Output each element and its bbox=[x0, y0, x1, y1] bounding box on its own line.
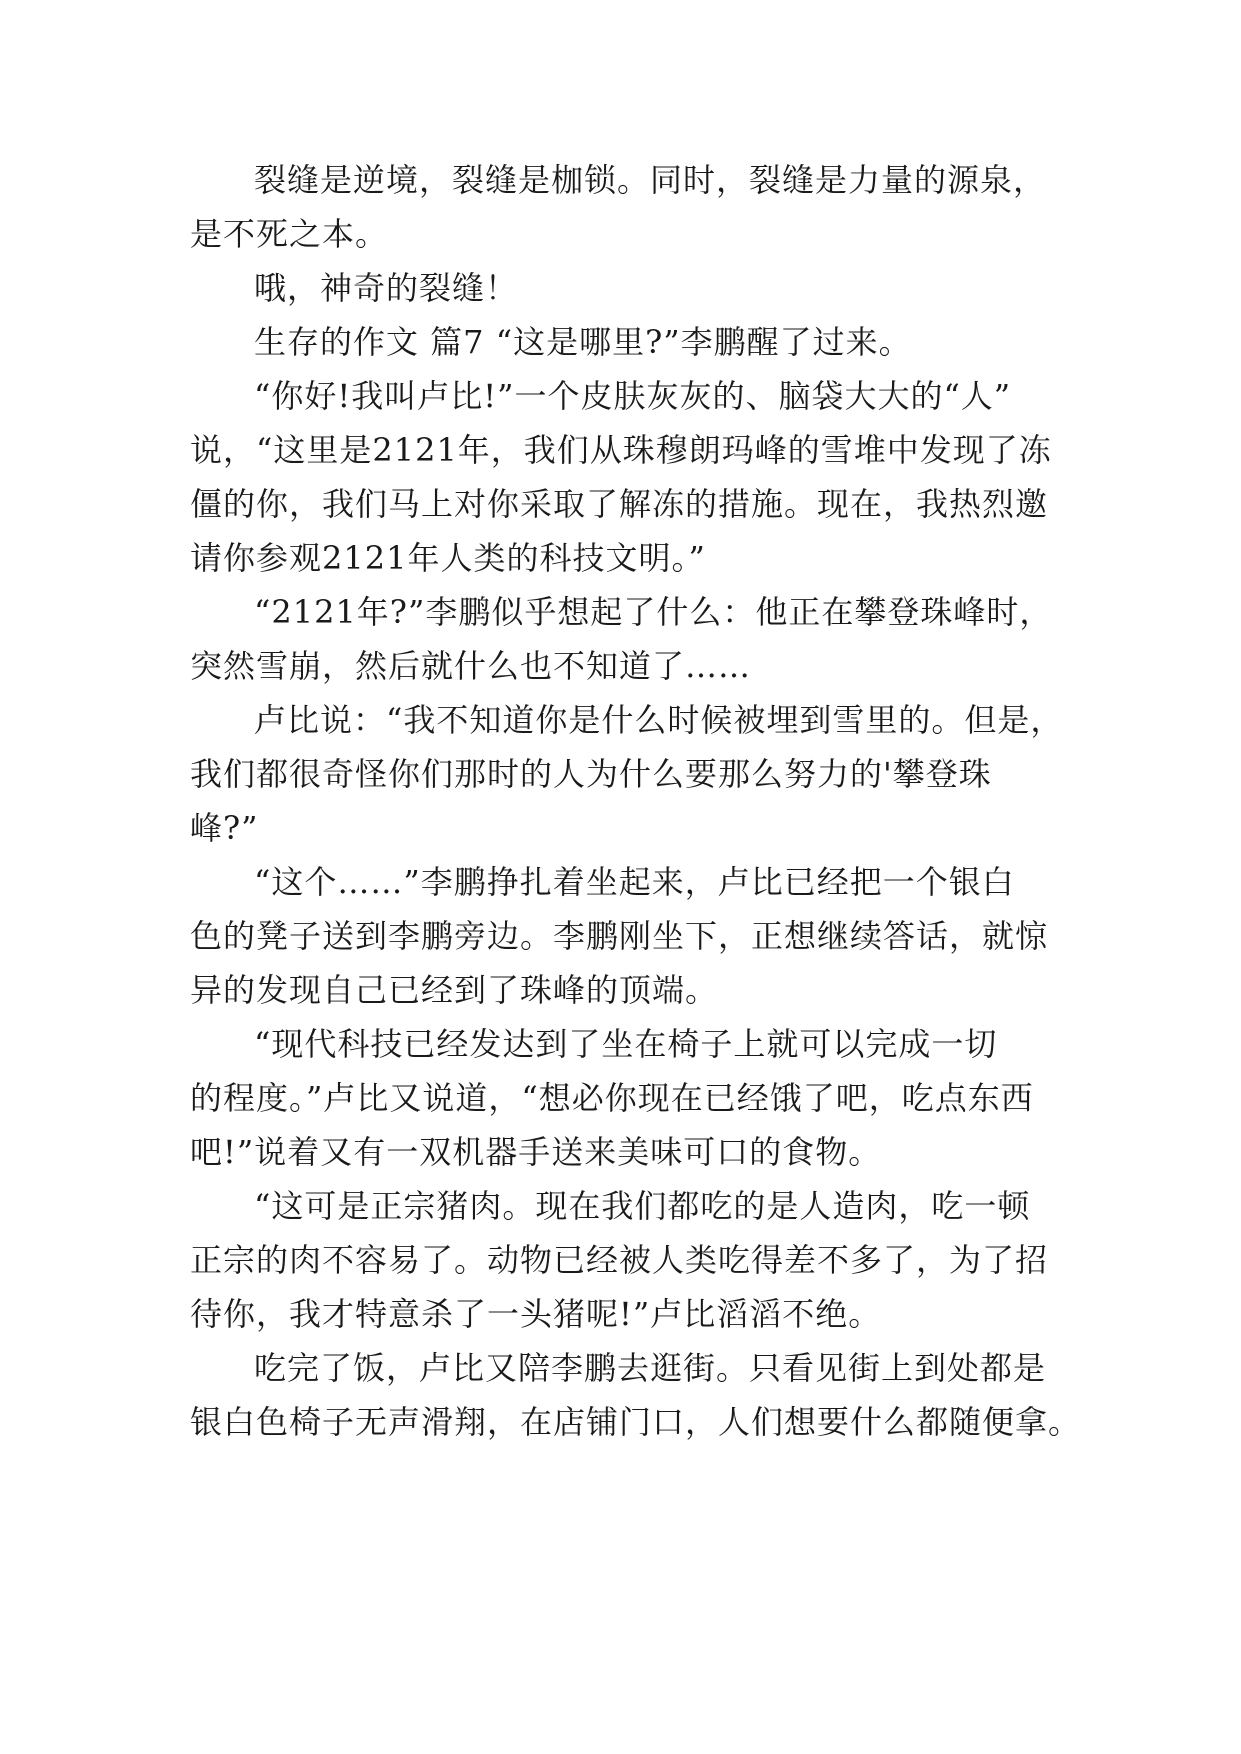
text-line: 异的发现自己已经到了珠峰的顶端。 bbox=[190, 971, 719, 1009]
text-line: 僵的你，我们马上对你采取了解冻的措施。现在，我热烈邀 bbox=[190, 485, 1049, 523]
text-line: 色的凳子送到李鹏旁边。李鹏刚坐下，正想继续答话，就惊 bbox=[190, 917, 1049, 955]
text-line: 突然雪崩，然后就什么也不知道了…… bbox=[190, 647, 752, 685]
text-line: 银白色椅子无声滑翔，在店铺门口，人们想要什么都随便拿。 bbox=[190, 1403, 1082, 1441]
text-line: 待你，我才特意杀了一头猪呢!”卢比滔滔不绝。 bbox=[190, 1295, 882, 1333]
text-line: 我们都很奇怪你们那时的人为什么要那么努力的'攀登珠 bbox=[190, 755, 992, 793]
text-line: 正宗的肉不容易了。动物已经被人类吃得差不多了，为了招 bbox=[190, 1241, 1049, 1279]
text-line: 的程度。”卢比又说道，“想必你现在已经饿了吧，吃点东西 bbox=[190, 1079, 1034, 1117]
section-heading: 生存的作文 篇7 “这是哪里?”李鹏醒了过来。 bbox=[254, 323, 912, 361]
text-line: 卢比说：“我不知道你是什么时候被埋到雪里的。但是， bbox=[254, 701, 1064, 739]
text-line: “你好!我叫卢比!”一个皮肤灰灰的、脑袋大大的“人” bbox=[254, 377, 1012, 415]
text-line: “这个……”李鹏挣扎着坐起来，卢比已经把一个银白 bbox=[254, 863, 1015, 901]
text-line: 是不死之本。 bbox=[190, 215, 389, 253]
text-line: 峰?” bbox=[190, 809, 259, 847]
text-line: 哦，神奇的裂缝！ bbox=[254, 269, 519, 307]
text-line: “现代科技已经发达到了坐在椅子上就可以完成一切 bbox=[254, 1025, 998, 1063]
text-line: 吃完了饭，卢比又陪李鹏去逛街。只看见街上到处都是 bbox=[254, 1349, 1047, 1387]
text-line: “2121年?”李鹏似乎想起了什么：他正在攀登珠峰时， bbox=[254, 593, 1053, 631]
text-line: 裂缝是逆境，裂缝是枷锁。同时，裂缝是力量的源泉， bbox=[254, 161, 1047, 199]
text-line: 说，“这里是2121年，我们从珠穆朗玛峰的雪堆中发现了冻 bbox=[190, 431, 1052, 469]
text-line: 吧!”说着又有一双机器手送来美味可口的食物。 bbox=[190, 1133, 882, 1171]
text-line: “这可是正宗猪肉。现在我们都吃的是人造肉，吃一顿 bbox=[254, 1187, 1031, 1225]
text-line: 请你参观2121年人类的科技文明。” bbox=[190, 539, 706, 577]
